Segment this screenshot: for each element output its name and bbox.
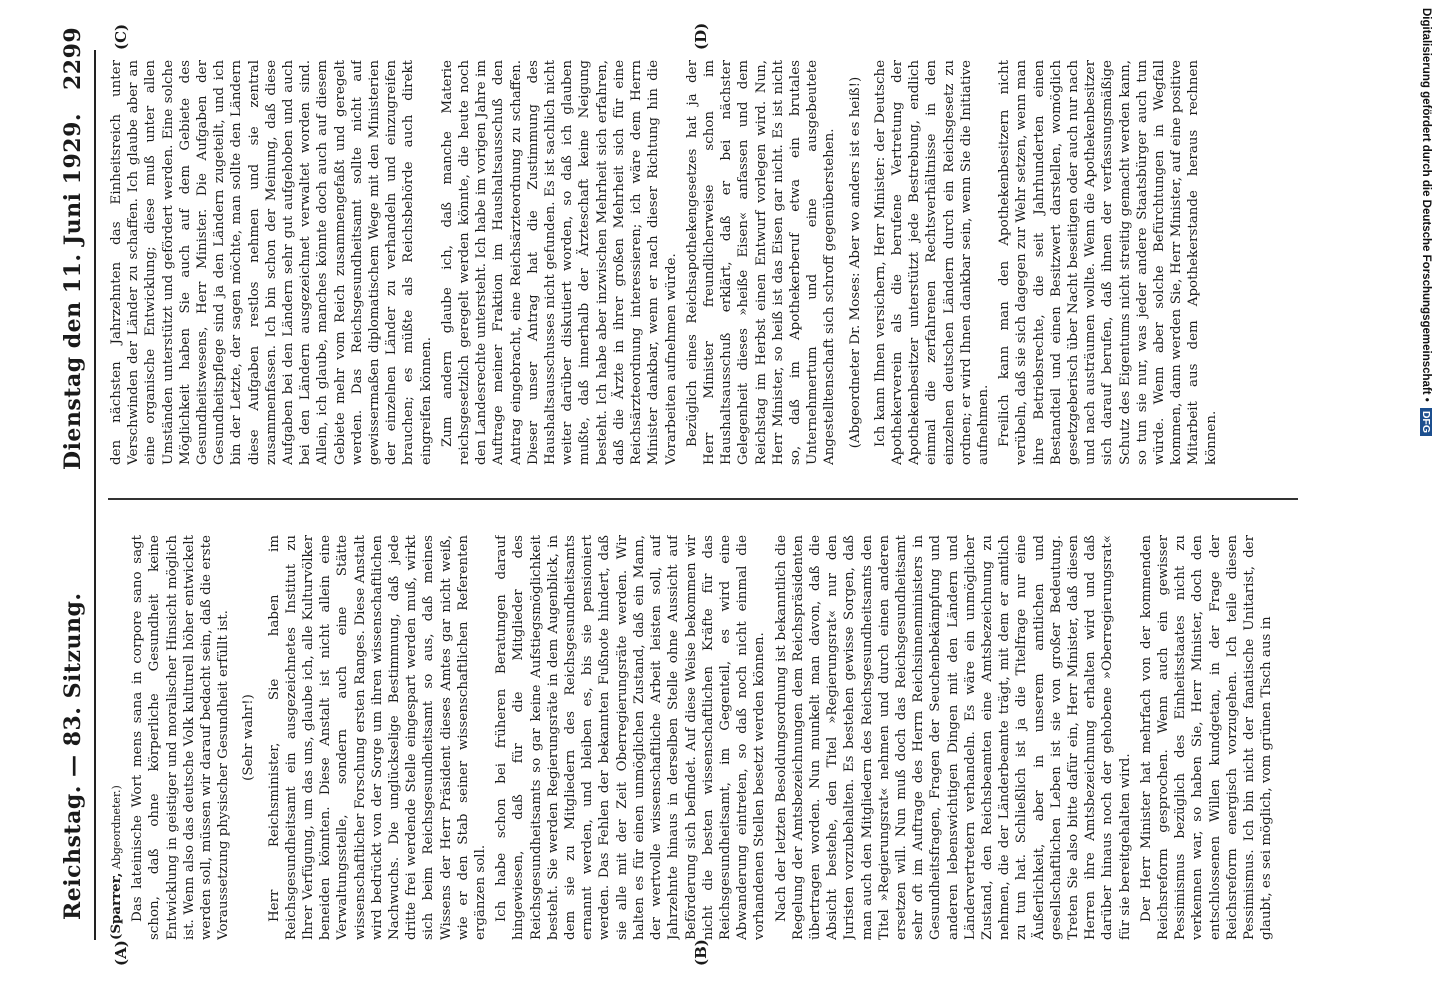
page-number: 2299 [60, 26, 86, 90]
speaker-line [108, 535, 125, 940]
paragraph: Bezüglich eines Reichsapothekengesetzes hat ja der Herr Minister freundlicherweise schon im Haushaltsausschuß erklärt, daß er bei nächster Gelegenheit dieses »heiße Eisen« anfassen und dem Reichstag im Herbst einen Entwurf vorlegen wird. Nun, Herr Minister, so heiß ist das Eisen gar nicht. Es ist nicht so, daß im Apothekerberuf etwa ein brutales Unternehmertum und eine ausgebeutete Angestelltenschaft sich schroff gegenüberstehen. [684, 60, 838, 465]
rotated-page-content [52, 22, 1352, 970]
paragraph: Ich habe schon bei früheren Beratungen darauf hingewiesen, daß für die Mitglieder des Reichsgesundheitsamts so gar keine Aufstiegsmöglichkeit besteht. Sie werden Regierungsräte in dem Augenblick, in dem sie zu Mitgliedern des Reichsgesundheitsamts ernannt werden, und bleiben es, bis sie pensioniert werden. Das Fehlen der bekannten Fußnote hindert, daß sie alle mit der Zeit Oberregierungsräte werden. Wir halten es für einen unmöglichen Zustand, daß ein Mann, der wertvolle wissenschaftliche Arbeit leisten soll, auf Jahrzehnte hinaus in derselben Stelle ohne Aussicht auf Beförderung sich befindet. Auf diese Weise bekommen wir nicht die besten wissenschaftlichen Kräfte für das Reichsgesundheitsamt, im Gegenteil, es wird eine Abwanderung eintreten, so daß noch nicht einmal die vorhandenen Stellen besetzt werden können. [494, 535, 768, 940]
margin-marker-a: (A) [112, 940, 130, 966]
margin-marker-b: (B) [692, 939, 710, 966]
header-rule [94, 50, 96, 940]
paragraph: Nach der letzten Besoldungsordnung ist bekanntlich die Regelung der Amtsbezeichnungen dem Reichspräsidenten übertragen worden. Nun munkelt man davon, daß die Absicht bestehe, den Titel »Regierungsrat« nur den Juristen vorzubehalten. Es bestehen gewisse Sorgen, daß man auch den Mitgliedern des Reichsgesundheitsamts den Titel »Regierungsrat« nehmen und durch einen anderen ersetzen will. Nun muß doch das Reichsgesundheitsamt sehr oft im Auftrage des Herrn Reichsinnenministers in Gesundheitsfragen, Fragen der Seuchenbekämpfung und anderen lebenswichtigen Dingen mit den Ländern und Ländervertretern verhandeln. Es wäre ein unmöglicher Zustand, den Reichsbeamten eine Amtsbezeichnung zu nehmen, die der Länderbeamte trägt, mit dem er amtlich zu tun hat. Schließlich ist ja die Titelfrage nur eine Äußerlichkeit, aber in unserem amtlichen und gesellschaftlichen Leben ist sie von großer Bedeutung. Treten Sie also bitte dafür ein, Herr Minister, daß diesen Herren ihre Amtsbezeichnung erhalten wird und daß darüber hinaus noch der gehobene »Oberregierungsrat« für sie bereitgehalten wird. [773, 535, 1133, 940]
dfg-logo: DFG [1420, 408, 1432, 436]
paragraph: Das lateinische Wort mens sana in corpore sano sagt schon, daß ohne körperliche Gesundheit keine Entwicklung in geistiger und moralischer Hinsicht möglich ist. Wenn also das deutsche Volk kulturell höher entwickelt werden soll, müssen wir darauf bedacht sein, daß die erste Voraussetzung physischer Gesundheit erfüllt ist. [130, 535, 232, 940]
margin-marker-c: (C) [112, 23, 130, 50]
header-date: Dienstag den 11. Juni 1929. [60, 112, 86, 470]
left-column [108, 535, 1308, 940]
paragraph: Ich kann Ihnen versichern, Herr Minister: der Deutsche Apothekerverein als die berufene Vertretung der Apothekenbesitzer unterstützt jede Bestrebung, endlich einmal die zerfahrenen Rechtsverhältnisse in den einzelnen deutschen Ländern durch ein Reichsgesetz zu ordnen; er wird Ihnen dankbar sein, wenn Sie die Initiative aufnehmen. [872, 60, 991, 465]
right-column [108, 60, 1308, 465]
speaker-name: (Sparrer, [108, 872, 124, 940]
paragraph: Freilich kann man den Apothekenbesitzern nicht verübeln, daß sie sich dagegen zur Wehr setzen, wenn man ihre Betriebsrechte, die seit Jahrhunderten einen Bestandteil und einen Besitzwert darstellen, womöglich gesetzgeberisch über Nacht beseitigen oder auch nur nach und nach austräumen wollte. Wenn die Apothekenbesitzer sich darauf berufen, daß ihnen der verfassungsmäßige Schutz des Eigentums nicht streitig gemacht werden kann, so tun sie nur, was jeder andere Staatsbürger auch tun würde. Wenn aber solche Befürchtungen in Wegfall kommen, dann werden Sie, Herr Minister, auf eine positive Mitarbeit aus dem Apothekerstande heraus rechnen können. [997, 60, 1219, 465]
interjection: (Abgeordneter Dr. Moses: Aber wo anders ist es heiß!) [847, 76, 863, 449]
paragraph: Der Herr Minister hat mehrfach von der kommenden Reichsreform gesprochen. Wenn auch ein gewisser Pessimismus bezüglich des Einheitsstaates nicht zu verkennen war, so haben Sie, Herr Minister, doch den entschlossenen Willen kundgetan, in der Frage der Reichsreform energisch vorzugehen. Ich teile diesen Pessimismus. Ich bin nicht der fanatische Unitarist, der glaubt, es sei möglich, vom grünen Tisch aus in [1138, 535, 1275, 940]
column-divider [108, 498, 1298, 500]
interjection: (Sehr wahr!) [241, 694, 257, 781]
dfg-credit [1420, 8, 1432, 436]
paragraph: Zum andern glaube ich, daß manche Materie reichsgesetzlich geregelt werden könnte, die heute noch den Landesrechte untersteht. Ich habe im vorigen Jahre im Auftrage meiner Fraktion im Haushaltsausschuß den Antrag eingebracht, eine Reichsärzteordnung zu schaffen. Dieser unser Antrag hat die Zustimmung des Haushaltsausschusses nicht gefunden. Es ist sachlich nicht weiter darüber diskutiert worden, so daß ich glauben mußte, daß innerhalb der Ärzteschaft keine Neigung besteht. Ich habe aber inzwischen Mehrheit sich erfahren, daß die Ärzte in ihrer großen Mehrheit sich für eine Reichsärzteordnung interessieren; ich wäre dem Herrn Minister dankbar, wenn er nach dieser Richtung hin die Vorarbeiten aufnehmen würde. [439, 60, 679, 465]
paragraph: den nächsten Jahrzehnten das Einheitsreich unter Verschwinden der Länder zu schaffen. Ich glaube aber an eine organische Entwicklung; diese muß unter allen Umständen unterstützt und gefördert werden. Eine solche Möglichkeit haben Sie auch auf dem Gebiete des Gesundheitswesens, Herr Minister. Die Aufgaben der Gesundheitspflege sind ja den Ländern zugeteilt, und ich bin der Letzte, der sagen möchte, man sollte den Ländern diese Aufgaben restlos nehmen und sie zentral zusammenfassen. Ich bin schon der Meinung, daß diese Aufgaben bei den Ländern sehr gut aufgehoben und auch bei den Ländern ausgezeichnet verwaltet worden sind. Allein, ich glaube, manches könnte doch auch auf diesem Gebiete mehr vom Reich zusammengefaßt und geregelt werden. Das Reichsgesundheitsamt sollte nicht auf gewissermaßen diplomatischem Wege mit den Ministerien der einzelnen Länder zu verhandeln und einzugreifen brauchen; es müßte als Reichsbehörde auch direkt eingreifen können. [109, 60, 434, 465]
paragraph: Herr Reichsminister, Sie haben im Reichsgesundheitsamt ein ausgezeichnetes Institut zu Ihrer Verfügung, um das uns, glaube ich, alle Kulturvölker beneiden könnten. Diese Anstalt ist nicht allein eine Verwaltungsstelle, sondern auch eine Stätte wissenschaftlicher Forschung ersten Ranges. Diese Anstalt wird bedrückt von der Sorge um ihren wissenschaftlichen Nachwuchs. Die unglückselige Bestimmung, daß jede dritte frei werdende Stelle eingespart werden muß, wirkt sich beim Reichsgesundheitsamt so aus, daß meines Wissens der Herr Präsident dieses Amtes gar nicht weiß, wie er den Stab seiner wissenschaftlichen Referenten ergänzen soll. [266, 535, 489, 940]
margin-marker-d: (D) [692, 22, 710, 50]
header-session: Reichstag. — 83. Sitzung. [60, 592, 86, 920]
dfg-credit-text: Digitalisierung gefördert durch die Deutsche Forschungsgemeinschaft • [1420, 8, 1432, 402]
speaker-role: Abgeordneter.) [110, 785, 123, 873]
dfg-sidebar [1408, 8, 1432, 993]
page-header [52, 26, 92, 970]
